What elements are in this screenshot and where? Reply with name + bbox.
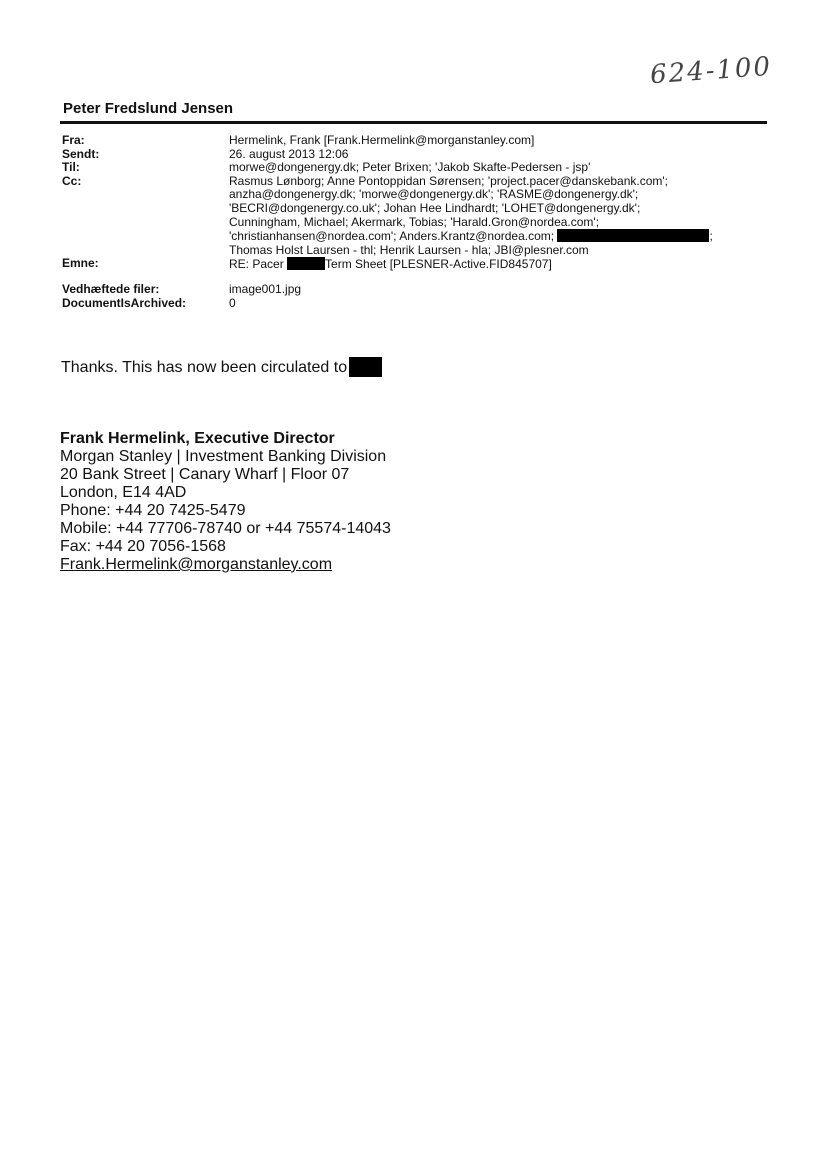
- redaction-box: [557, 229, 709, 242]
- from-label: Fra:: [62, 133, 85, 147]
- redaction-box: [349, 357, 382, 377]
- cc-line: Rasmus Lønborg; Anne Pontoppidan Sørensen; 'project.pacer@danskebank.com';: [229, 173, 669, 188]
- sent-row: [62, 148, 762, 162]
- cc-line: [229, 229, 762, 244]
- subject-label: Emne:: [62, 256, 99, 271]
- cc-line: Thomas Holst Laursen - thl; Henrik Laursen - hla; JBI@plesner.com: [229, 242, 589, 257]
- handwritten-page-note: 624-100: [649, 51, 773, 91]
- cc-line-suffix: ;: [709, 229, 713, 244]
- sent-label: Sendt:: [62, 146, 100, 161]
- archived-row: [62, 297, 762, 311]
- cc-label: Cc:: [62, 173, 82, 188]
- archived-value: 0: [229, 295, 236, 310]
- email-signature: [60, 430, 391, 574]
- subject-prefix: RE: Pacer: [229, 257, 284, 272]
- attachments-value: image001.jpg: [229, 281, 302, 296]
- signature-email-link[interactable]: Frank.Hermelink@morganstanley.com: [60, 556, 333, 573]
- signature-city: London, E14 4AD: [60, 484, 187, 501]
- header-divider: [60, 121, 767, 124]
- signature-name-title: Frank Hermelink, Executive Director: [60, 430, 335, 447]
- mailbox-owner-name: Peter Fredslund Jensen: [63, 100, 234, 117]
- signature-company: Morgan Stanley | Investment Banking Division: [60, 448, 387, 465]
- attachments-row: [62, 283, 762, 297]
- sent-value: 26. august 2013 12:06: [229, 146, 349, 161]
- signature-mobile: Mobile: +44 77706-78740 or +44 75574-14043: [60, 520, 391, 537]
- to-value: morwe@dongenergy.dk; Peter Brixen; 'Jakob Skafte-Pedersen - jsp': [229, 160, 591, 175]
- to-label: Til:: [62, 160, 80, 175]
- message-body: [61, 357, 382, 377]
- cc-value: [229, 175, 762, 258]
- subject-row: [62, 257, 762, 272]
- signature-phone: Phone: +44 20 7425-5479: [60, 502, 246, 519]
- subject-suffix: Term Sheet [PLESNER-Active.FID845707]: [325, 257, 552, 272]
- signature-fax: Fax: +44 20 7056-1568: [60, 538, 226, 555]
- signature-address: 20 Bank Street | Canary Wharf | Floor 07: [60, 466, 350, 483]
- from-value: Hermelink, Frank [Frank.Hermelink@morganstanley.com]: [229, 133, 535, 147]
- cc-line: anzha@dongenergy.dk; 'morwe@dongenergy.dk'; 'RASME@dongenergy.dk';: [229, 187, 639, 202]
- cc-line-text: 'christianhansen@nordea.com'; Anders.Krantz@nordea.com;: [229, 229, 555, 244]
- cc-row: [62, 175, 762, 258]
- message-text: Thanks. This has now been circulated to: [61, 359, 348, 376]
- to-row: [62, 161, 762, 175]
- subject-value: [229, 257, 762, 272]
- cc-line: 'BECRI@dongenergy.co.uk'; Johan Hee Lindhardt; 'LOHET@dongenergy.dk';: [229, 200, 641, 215]
- email-header: [62, 134, 762, 310]
- cc-line: Cunningham, Michael; Akermark, Tobias; 'Harald.Gron@nordea.com';: [229, 214, 600, 229]
- redaction-box: [287, 257, 325, 270]
- attachments-label: Vedhæftede filer:: [62, 281, 160, 296]
- from-row: [62, 134, 762, 148]
- archived-label: DocumentIsArchived:: [62, 295, 187, 310]
